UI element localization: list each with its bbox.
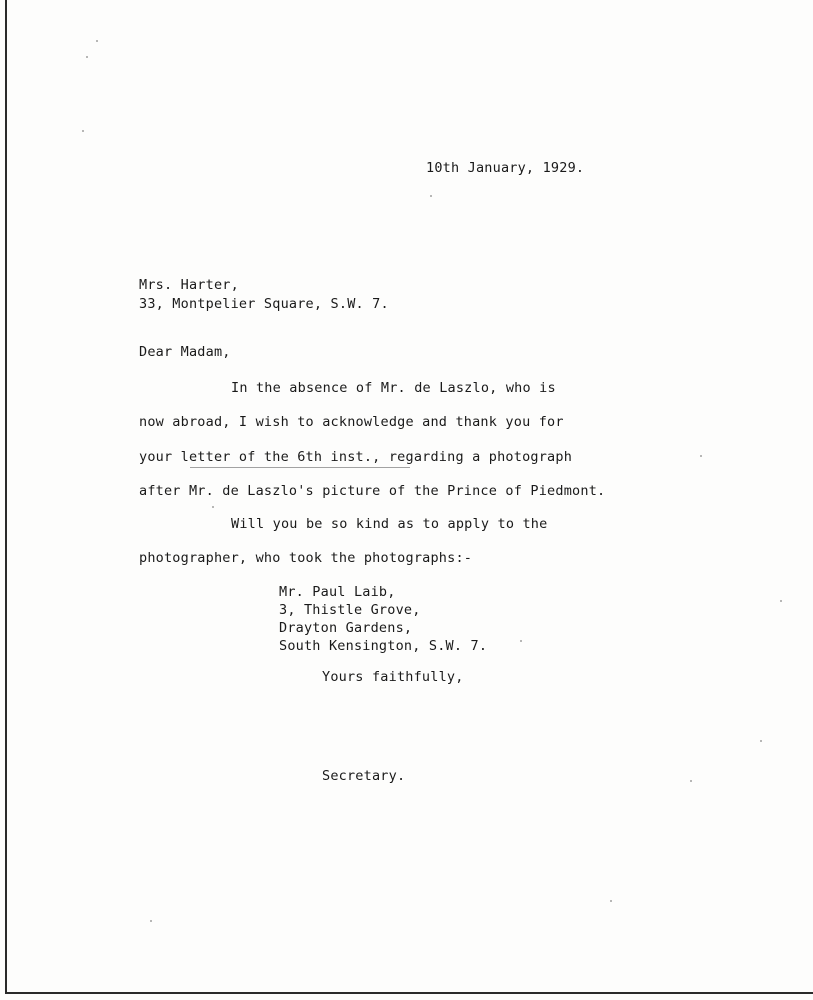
photographer-street: 3, Thistle Grove, [279,602,421,618]
scan-bottom-edge [5,992,813,994]
scan-speck [780,600,782,602]
photographer-area: Drayton Gardens, [279,620,413,636]
scan-speck [520,640,522,642]
scan-speck [86,56,88,58]
paragraph1-line1: In the absence of Mr. de Laszlo, who is [231,380,556,396]
paragraph2-line1: Will you be so kind as to apply to the [231,516,548,532]
scan-speck [610,900,612,902]
scan-speck [150,920,152,922]
recipient-name: Mrs. Harter, [139,277,239,293]
paragraph1-line3: your letter of the 6th inst., regarding a photograph [139,449,573,465]
closing: Yours faithfully, [322,669,464,685]
scan-speck [82,130,84,132]
scan-speck [96,40,98,42]
scan-speck [700,455,702,457]
photographer-name: Mr. Paul Laib, [279,584,396,600]
scan-speck [690,780,692,782]
signature-title: Secretary. [322,768,406,784]
salutation: Dear Madam, [139,344,231,360]
paragraph1-line2: now abroad, I wish to acknowledge and thank you for [139,414,564,430]
recipient-address: 33, Montpelier Square, S.W. 7. [139,296,389,312]
scan-left-edge [5,0,7,993]
pencil-underline-mark [190,467,410,468]
scan-speck [430,195,432,197]
scan-speck [212,506,214,508]
scan-speck [760,740,762,742]
paragraph1-line4: after Mr. de Laszlo's picture of the Prince of Piedmont. [139,483,606,499]
paragraph2-line2: photographer, who took the photographs:- [139,550,473,566]
photographer-district: South Kensington, S.W. 7. [279,638,488,654]
letter-date: 10th January, 1929. [426,160,585,176]
